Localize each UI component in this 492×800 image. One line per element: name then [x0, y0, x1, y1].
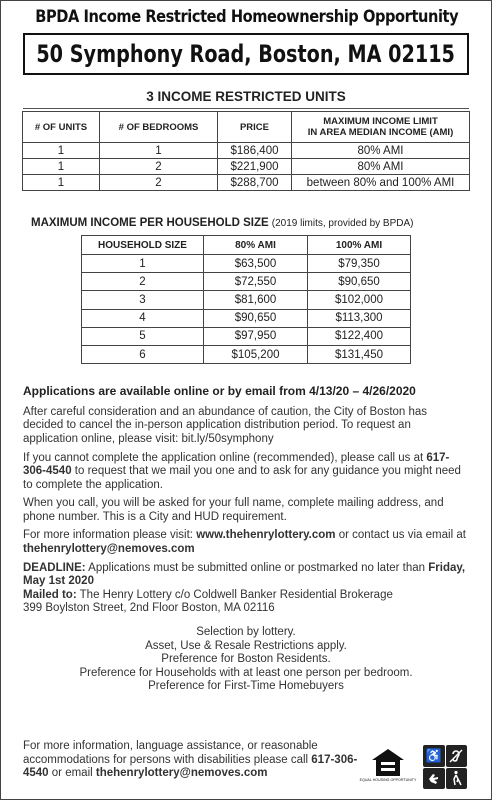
paragraph-requirements: When you call, you will be asked for your full name, complete mailing address, and phone number. This is a City and HUD requirement. [23, 497, 444, 523]
col-price: PRICE [218, 112, 292, 143]
cell: $72,550 [204, 273, 308, 291]
address-box [23, 33, 469, 75]
footer-text [23, 740, 363, 781]
footer-text-b: or email [48, 767, 96, 780]
household-note: (2019 limits, provided by BPDA) [271, 218, 414, 229]
email-link[interactable]: thehenrylottery@nemoves.com [23, 543, 195, 556]
mailed-address: 399 Boylston Street, 2nd Floor Boston, MA 02116 [23, 602, 275, 615]
icon-group [359, 745, 471, 790]
cell: 4 [82, 309, 204, 327]
lottery-line: Preference for Boston Residents. [161, 653, 331, 666]
cell: $81,600 [204, 291, 308, 309]
cell: $288,700 [218, 175, 292, 191]
cell: 1 [82, 255, 204, 273]
cell: $90,650 [204, 309, 308, 327]
applications-heading: Applications are available online or by email from 4/13/20 – 4/26/2020 [23, 384, 416, 399]
col-household-size: HOUSEHOLD SIZE [82, 236, 204, 255]
lottery-line: Asset, Use & Resale Restrictions apply. [145, 639, 347, 652]
table-row [82, 255, 411, 273]
wheelchair-icon: ♿ [423, 745, 445, 767]
col-100-ami: 100% AMI [308, 236, 411, 255]
footer-text-a: For more information, language assistance, or reasonable accommodations for persons with disabilities please call [23, 740, 318, 766]
table-row [23, 175, 470, 191]
paragraph-deadline [23, 562, 469, 589]
paragraph-more-info [23, 529, 469, 556]
cell: $131,450 [308, 345, 411, 363]
table-row [23, 159, 470, 175]
table-row [82, 291, 411, 309]
col-units: # OF UNITS [23, 112, 100, 143]
mailed-text: The Henry Lottery c/o Coldwell Banker Residential Brokerage [76, 588, 393, 601]
headline: BPDA Income Restricted Homeownership Opportunity [35, 7, 459, 27]
website-link[interactable]: www.thehenrylottery.com [196, 529, 336, 542]
cell: 1 [100, 143, 218, 159]
cell: 6 [82, 345, 204, 363]
footer-email[interactable]: thehenrylottery@nemoves.com [95, 767, 268, 780]
cell: 3 [82, 291, 204, 309]
cell: 2 [100, 175, 218, 191]
units-table [22, 111, 470, 191]
blind-pedestrian-icon [446, 768, 468, 790]
cell: 2 [100, 159, 218, 175]
col-bedrooms: # OF BEDROOMS [100, 112, 218, 143]
cell: $90,650 [308, 273, 411, 291]
address: 50 Symphony Road, Boston, MA 02115 [36, 40, 456, 68]
cell: $79,350 [308, 255, 411, 273]
cell: $113,300 [308, 309, 411, 327]
info-text: For more information please visit: [23, 529, 197, 542]
paragraph-mailed [23, 589, 469, 616]
cell: 5 [82, 327, 204, 345]
deadline-date: Friday, May 1st 2020 [23, 561, 466, 588]
footer-phone: 617-306-4540 [23, 753, 358, 780]
hearing-assistance-icon [446, 745, 468, 767]
call-text: If you cannot complete the application online (recommended), please call us at [23, 451, 427, 464]
cell: $97,950 [204, 327, 308, 345]
household-header-row [82, 236, 411, 255]
lottery-line: Preference for Households with at least one person per bedroom. [79, 666, 413, 679]
household-table [81, 235, 411, 364]
table-row [82, 309, 411, 327]
sign-language-icon [423, 768, 445, 790]
paragraph-call [23, 452, 469, 493]
cell: 80% AMI [292, 159, 470, 175]
equal-housing-opportunity-icon [359, 748, 417, 788]
units-title: 3 INCOME RESTRICTED UNITS [146, 89, 346, 104]
cell: 1 [23, 175, 100, 191]
table-row [82, 327, 411, 345]
cell: 80% AMI [292, 143, 470, 159]
deadline-label: DEADLINE: [23, 561, 86, 574]
cell: $105,200 [204, 345, 308, 363]
cell: 1 [23, 159, 100, 175]
cell: $102,000 [308, 291, 411, 309]
cell: between 80% and 100% AMI [292, 175, 470, 191]
eho-label: EQUAL HOUSING OPPORTUNITY [359, 778, 417, 782]
divider [23, 108, 469, 109]
units-header-row [23, 112, 470, 143]
mailed-label: Mailed to: [23, 588, 77, 601]
cell: 1 [23, 143, 100, 159]
lottery-line: Preference for First-Time Homebuyers [148, 680, 344, 693]
household-title: MAXIMUM INCOME PER HOUSEHOLD SIZE [31, 217, 269, 229]
info-text-2: or contact us via email at [335, 529, 466, 542]
call-text-2: to request that we mail you one and to ask for any guidance you might need to complete the application. [23, 465, 461, 491]
col-income-limit [292, 112, 470, 143]
deadline-text: Applications must be submitted online or postmarked no later than [85, 561, 429, 574]
col-income-limit-line1: MAXIMUM INCOME LIMIT [323, 116, 438, 127]
lottery-info [23, 626, 469, 694]
table-row [23, 143, 470, 159]
lottery-line: Selection by lottery. [196, 626, 296, 639]
cell: $221,900 [218, 159, 292, 175]
household-title-line [31, 217, 491, 229]
col-income-limit-line2: IN AREA MEDIAN INCOME (AMI) [307, 127, 454, 138]
phone-number: 617-306-4540 [23, 451, 450, 478]
paragraph-cancel: After careful consideration and an abundance of caution, the City of Boston has decided to cancel the in-person application distribution period. To request an application online, please visit: bit.ly/50symphony [23, 405, 428, 445]
accessibility-icons [423, 745, 467, 789]
body-text [23, 385, 469, 694]
cell: $186,400 [218, 143, 292, 159]
col-80-ami: 80% AMI [204, 236, 308, 255]
table-row [82, 273, 411, 291]
cell: 2 [82, 273, 204, 291]
cell: $122,400 [308, 327, 411, 345]
cell: $63,500 [204, 255, 308, 273]
table-row [82, 345, 411, 363]
